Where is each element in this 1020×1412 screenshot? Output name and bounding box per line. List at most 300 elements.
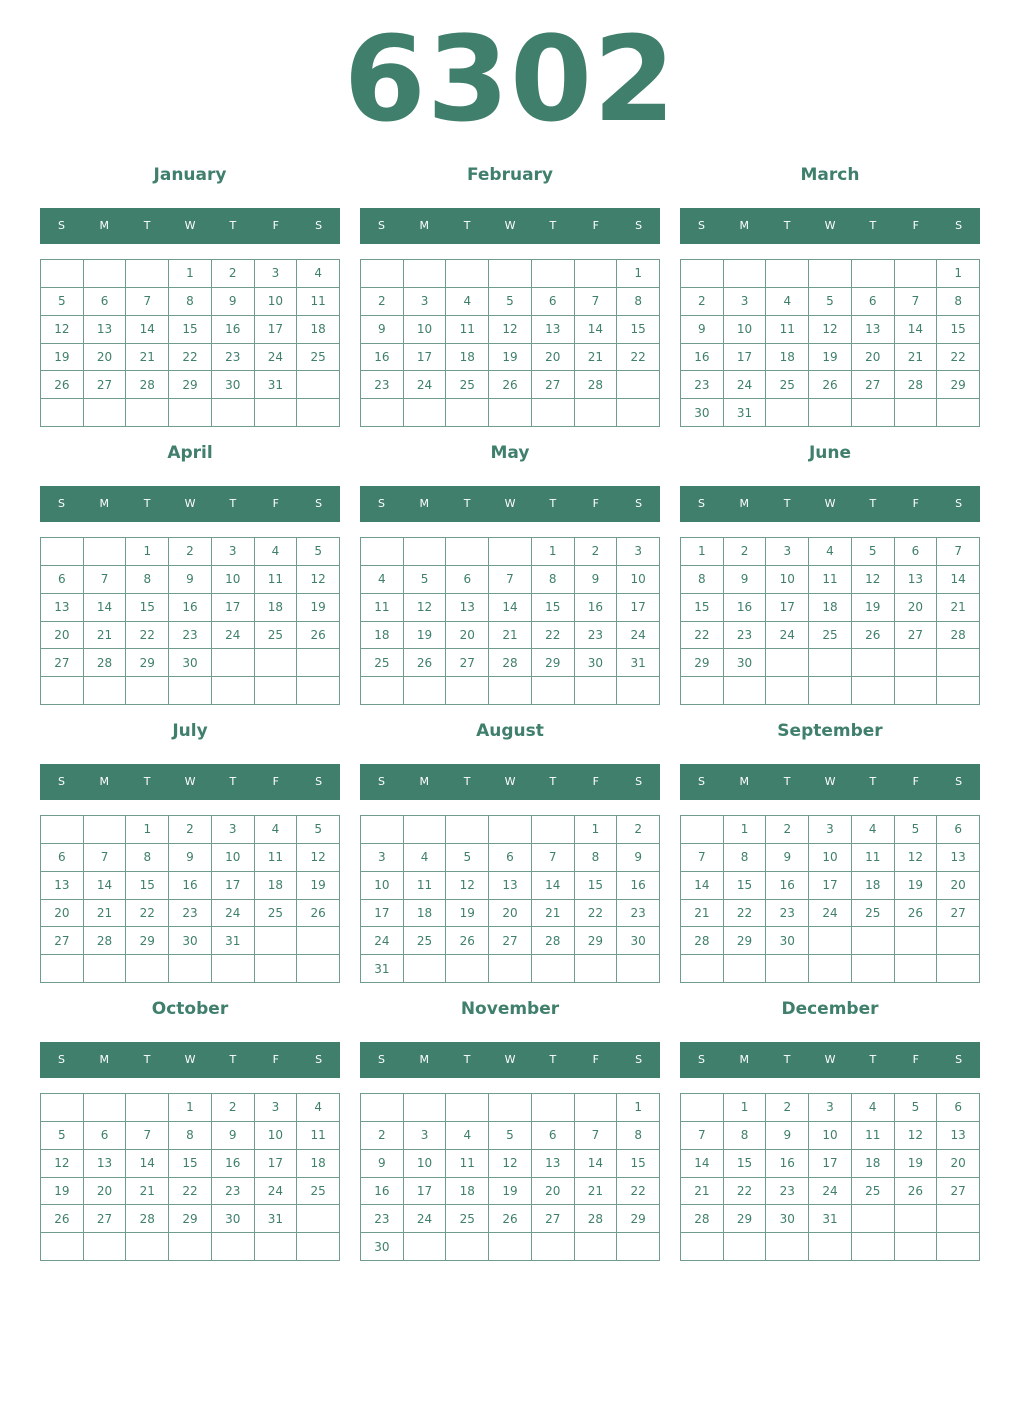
- day-cell: 28: [84, 927, 127, 955]
- empty-day-cell: [169, 399, 212, 427]
- day-cell: 21: [681, 900, 724, 928]
- day-cell: 13: [937, 844, 980, 872]
- day-cell: 16: [169, 594, 212, 622]
- day-cell: 26: [489, 1205, 532, 1233]
- day-cell: 2: [766, 1094, 809, 1122]
- day-cell: 25: [404, 927, 447, 955]
- empty-day-cell: [169, 677, 212, 705]
- day-cell: 2: [766, 816, 809, 844]
- day-cell: 16: [575, 594, 618, 622]
- day-cell: 9: [766, 1122, 809, 1150]
- empty-day-cell: [404, 260, 447, 288]
- day-cell: 21: [575, 1178, 618, 1206]
- weekday-label: T: [869, 775, 877, 788]
- weekday-label: F: [592, 775, 599, 788]
- empty-day-cell: [575, 955, 618, 983]
- weekday-label: M: [99, 219, 110, 232]
- empty-day-cell: [617, 1233, 660, 1261]
- empty-day-cell: [255, 955, 298, 983]
- day-cell: 1: [169, 260, 212, 288]
- day-cell: 1: [126, 816, 169, 844]
- day-cell: 5: [809, 288, 852, 316]
- empty-day-cell: [41, 816, 84, 844]
- day-cell: 11: [297, 1122, 340, 1150]
- day-cell: 30: [766, 1205, 809, 1233]
- day-cell: 4: [255, 538, 298, 566]
- day-cell: 6: [895, 538, 938, 566]
- weekday-label: F: [912, 219, 919, 232]
- weekday-label: T: [783, 1053, 791, 1066]
- day-cell: 8: [937, 288, 980, 316]
- day-cell: 28: [895, 371, 938, 399]
- day-cell: 27: [852, 371, 895, 399]
- day-cell: 29: [575, 927, 618, 955]
- weekday-label: T: [463, 1053, 471, 1066]
- day-cell: 4: [766, 288, 809, 316]
- day-cell: 3: [255, 1094, 298, 1122]
- weekday-label: T: [869, 219, 877, 232]
- empty-day-cell: [297, 1233, 340, 1261]
- weekday-label: F: [912, 497, 919, 510]
- day-cell: 25: [446, 371, 489, 399]
- day-cell: 11: [297, 288, 340, 316]
- day-cell: 22: [937, 344, 980, 372]
- empty-day-cell: [212, 399, 255, 427]
- day-cell: 6: [532, 288, 575, 316]
- day-cell: 23: [169, 622, 212, 650]
- day-cell: 31: [212, 927, 255, 955]
- day-cell: 28: [489, 649, 532, 677]
- day-cell: 26: [297, 622, 340, 650]
- empty-day-cell: [404, 955, 447, 983]
- empty-day-cell: [575, 1233, 618, 1261]
- empty-day-cell: [126, 1233, 169, 1261]
- day-cell: 22: [617, 344, 660, 372]
- empty-day-cell: [169, 1233, 212, 1261]
- day-cell: 4: [446, 288, 489, 316]
- empty-day-cell: [937, 955, 980, 983]
- day-cell: 11: [255, 566, 298, 594]
- day-cell: 24: [361, 927, 404, 955]
- weekday-label: S: [955, 1053, 963, 1066]
- day-cell: 10: [212, 566, 255, 594]
- day-cell: 3: [212, 538, 255, 566]
- day-cell: 20: [41, 900, 84, 928]
- day-cell: 12: [297, 844, 340, 872]
- day-cell: 31: [361, 955, 404, 983]
- empty-day-cell: [852, 260, 895, 288]
- day-cell: 20: [937, 1150, 980, 1178]
- weekday-label: S: [635, 497, 643, 510]
- empty-day-cell: [361, 677, 404, 705]
- day-cell: 12: [446, 872, 489, 900]
- empty-day-cell: [532, 260, 575, 288]
- day-cell: 16: [212, 316, 255, 344]
- weekday-header: [360, 764, 660, 800]
- empty-day-cell: [937, 1233, 980, 1261]
- day-cell: 17: [255, 316, 298, 344]
- month-name: February: [466, 165, 554, 185]
- day-cell: 14: [532, 872, 575, 900]
- empty-day-cell: [212, 649, 255, 677]
- weekday-label: S: [57, 775, 65, 788]
- weekday-label: S: [377, 775, 385, 788]
- day-cell: 26: [895, 900, 938, 928]
- day-cell: 6: [852, 288, 895, 316]
- weekday-label: T: [229, 497, 237, 510]
- day-cell: 3: [724, 288, 767, 316]
- day-cell: 10: [361, 872, 404, 900]
- empty-day-cell: [297, 927, 340, 955]
- day-cell: 1: [126, 538, 169, 566]
- day-cell: 9: [724, 566, 767, 594]
- day-cell: 2: [361, 1122, 404, 1150]
- empty-day-cell: [489, 677, 532, 705]
- day-cell: 30: [575, 649, 618, 677]
- day-cell: 29: [937, 371, 980, 399]
- day-cell: 21: [532, 900, 575, 928]
- weekday-label: T: [463, 775, 471, 788]
- day-cell: 23: [212, 344, 255, 372]
- day-cell: 29: [681, 649, 724, 677]
- day-cell: 19: [446, 900, 489, 928]
- day-cell: 30: [766, 927, 809, 955]
- empty-day-cell: [41, 1094, 84, 1122]
- weekday-label: S: [955, 497, 963, 510]
- day-cell: 7: [681, 844, 724, 872]
- empty-day-cell: [446, 955, 489, 983]
- day-cell: 31: [255, 371, 298, 399]
- empty-day-cell: [404, 538, 447, 566]
- empty-day-cell: [297, 649, 340, 677]
- day-cell: 25: [766, 371, 809, 399]
- weekday-label: T: [783, 775, 791, 788]
- day-cell: 10: [404, 316, 447, 344]
- weekday-label: W: [504, 1053, 516, 1066]
- weekday-label: S: [697, 775, 705, 788]
- weekday-label: T: [229, 775, 237, 788]
- day-cell: 12: [297, 566, 340, 594]
- empty-day-cell: [617, 955, 660, 983]
- empty-day-cell: [809, 1233, 852, 1261]
- day-cell: 5: [297, 816, 340, 844]
- empty-day-cell: [126, 955, 169, 983]
- day-cell: 21: [126, 1178, 169, 1206]
- day-cell: 10: [255, 288, 298, 316]
- empty-day-cell: [532, 399, 575, 427]
- day-cell: 17: [212, 594, 255, 622]
- empty-day-cell: [404, 816, 447, 844]
- day-cell: 15: [617, 1150, 660, 1178]
- day-cell: 24: [809, 900, 852, 928]
- day-cell: 11: [446, 1150, 489, 1178]
- day-cell: 14: [126, 1150, 169, 1178]
- weekday-label: M: [739, 497, 750, 510]
- weekday-label: T: [143, 1053, 151, 1066]
- day-cell: 17: [809, 872, 852, 900]
- day-cell: 26: [809, 371, 852, 399]
- day-cell: 13: [446, 594, 489, 622]
- day-cell: 9: [212, 1122, 255, 1150]
- weekday-header: [360, 1042, 660, 1078]
- day-cell: 11: [852, 844, 895, 872]
- weekday-label: F: [592, 219, 599, 232]
- weekday-header: [680, 764, 980, 800]
- day-cell: 24: [404, 1205, 447, 1233]
- day-cell: 14: [575, 316, 618, 344]
- day-cell: 16: [766, 1150, 809, 1178]
- day-cell: 22: [724, 900, 767, 928]
- day-cell: 18: [766, 344, 809, 372]
- weekday-label: T: [463, 497, 471, 510]
- day-cell: 23: [361, 1205, 404, 1233]
- day-cell: 19: [809, 344, 852, 372]
- weekday-label: F: [912, 1053, 919, 1066]
- day-cell: 18: [297, 1150, 340, 1178]
- empty-day-cell: [575, 399, 618, 427]
- weekday-header: [680, 208, 980, 244]
- day-cell: 11: [446, 316, 489, 344]
- day-cell: 31: [617, 649, 660, 677]
- weekday-label: F: [912, 775, 919, 788]
- day-cell: 22: [724, 1178, 767, 1206]
- day-cell: 6: [41, 566, 84, 594]
- day-cell: 21: [84, 900, 127, 928]
- day-cell: 17: [766, 594, 809, 622]
- day-grid: [680, 537, 980, 705]
- day-cell: 10: [255, 1122, 298, 1150]
- day-grid: [680, 259, 980, 427]
- day-cell: 12: [852, 566, 895, 594]
- weekday-header: [40, 208, 340, 244]
- day-cell: 16: [681, 344, 724, 372]
- weekday-label: T: [143, 219, 151, 232]
- day-cell: 27: [446, 649, 489, 677]
- weekday-label: S: [57, 1053, 65, 1066]
- weekday-label: S: [377, 1053, 385, 1066]
- day-cell: 28: [575, 371, 618, 399]
- day-cell: 23: [169, 900, 212, 928]
- day-cell: 2: [575, 538, 618, 566]
- empty-day-cell: [895, 1233, 938, 1261]
- day-grid: [360, 815, 660, 983]
- day-cell: 20: [852, 344, 895, 372]
- empty-day-cell: [297, 677, 340, 705]
- day-cell: 12: [895, 1122, 938, 1150]
- empty-day-cell: [255, 399, 298, 427]
- day-cell: 29: [724, 927, 767, 955]
- day-cell: 3: [617, 538, 660, 566]
- empty-day-cell: [809, 955, 852, 983]
- day-cell: 17: [617, 594, 660, 622]
- day-cell: 21: [84, 622, 127, 650]
- day-cell: 24: [404, 371, 447, 399]
- empty-day-cell: [446, 1094, 489, 1122]
- empty-day-cell: [937, 399, 980, 427]
- day-cell: 7: [126, 1122, 169, 1150]
- empty-day-cell: [532, 955, 575, 983]
- empty-day-cell: [489, 538, 532, 566]
- day-grid: [680, 815, 980, 983]
- day-cell: 15: [169, 316, 212, 344]
- day-cell: 13: [532, 316, 575, 344]
- empty-day-cell: [809, 399, 852, 427]
- day-cell: 9: [169, 844, 212, 872]
- day-cell: 27: [41, 649, 84, 677]
- empty-day-cell: [681, 816, 724, 844]
- day-cell: 29: [724, 1205, 767, 1233]
- day-cell: 24: [809, 1178, 852, 1206]
- day-cell: 12: [895, 844, 938, 872]
- day-cell: 22: [617, 1178, 660, 1206]
- empty-day-cell: [84, 677, 127, 705]
- empty-day-cell: [84, 538, 127, 566]
- day-cell: 27: [532, 1205, 575, 1233]
- day-cell: 25: [852, 900, 895, 928]
- empty-day-cell: [489, 260, 532, 288]
- day-cell: 29: [617, 1205, 660, 1233]
- empty-day-cell: [41, 399, 84, 427]
- day-cell: 18: [404, 900, 447, 928]
- day-cell: 20: [895, 594, 938, 622]
- day-cell: 27: [937, 1178, 980, 1206]
- empty-day-cell: [766, 260, 809, 288]
- day-cell: 3: [809, 1094, 852, 1122]
- day-cell: 25: [255, 900, 298, 928]
- day-cell: 17: [404, 344, 447, 372]
- day-cell: 5: [446, 844, 489, 872]
- day-cell: 20: [532, 344, 575, 372]
- empty-day-cell: [681, 260, 724, 288]
- day-cell: 26: [41, 1205, 84, 1233]
- day-cell: 25: [361, 649, 404, 677]
- day-cell: 1: [575, 816, 618, 844]
- day-cell: 27: [532, 371, 575, 399]
- empty-day-cell: [766, 955, 809, 983]
- weekday-label: S: [57, 497, 65, 510]
- day-cell: 26: [297, 900, 340, 928]
- weekday-label: M: [739, 775, 750, 788]
- weekday-label: W: [184, 219, 196, 232]
- year-title: 6302: [343, 10, 677, 148]
- day-cell: 30: [212, 371, 255, 399]
- weekday-label: M: [99, 1053, 110, 1066]
- weekday-label: T: [463, 219, 471, 232]
- day-cell: 20: [489, 900, 532, 928]
- day-cell: 28: [84, 649, 127, 677]
- day-cell: 30: [212, 1205, 255, 1233]
- empty-day-cell: [489, 816, 532, 844]
- day-cell: 15: [724, 872, 767, 900]
- day-cell: 17: [404, 1178, 447, 1206]
- weekday-label: M: [739, 219, 750, 232]
- day-cell: 28: [937, 622, 980, 650]
- day-cell: 22: [681, 622, 724, 650]
- empty-day-cell: [809, 677, 852, 705]
- day-grid: [40, 259, 340, 427]
- day-cell: 28: [126, 1205, 169, 1233]
- empty-day-cell: [404, 677, 447, 705]
- day-cell: 10: [809, 1122, 852, 1150]
- day-cell: 12: [404, 594, 447, 622]
- empty-day-cell: [852, 677, 895, 705]
- day-cell: 26: [895, 1178, 938, 1206]
- empty-day-cell: [404, 1233, 447, 1261]
- day-cell: 1: [617, 1094, 660, 1122]
- empty-day-cell: [41, 538, 84, 566]
- weekday-header: [360, 208, 660, 244]
- empty-day-cell: [84, 1094, 127, 1122]
- day-cell: 15: [126, 872, 169, 900]
- day-cell: 14: [84, 872, 127, 900]
- weekday-label: W: [504, 497, 516, 510]
- day-cell: 31: [724, 399, 767, 427]
- day-grid: [360, 537, 660, 705]
- day-cell: 11: [361, 594, 404, 622]
- day-cell: 4: [852, 816, 895, 844]
- day-cell: 13: [41, 872, 84, 900]
- day-cell: 23: [766, 900, 809, 928]
- day-cell: 17: [361, 900, 404, 928]
- weekday-label: F: [592, 497, 599, 510]
- day-cell: 2: [681, 288, 724, 316]
- day-cell: 29: [169, 371, 212, 399]
- weekday-label: M: [419, 1053, 430, 1066]
- day-cell: 11: [809, 566, 852, 594]
- empty-day-cell: [895, 260, 938, 288]
- day-cell: 21: [937, 594, 980, 622]
- weekday-label: W: [504, 219, 516, 232]
- day-cell: 12: [809, 316, 852, 344]
- day-cell: 4: [809, 538, 852, 566]
- day-grid: [680, 1093, 980, 1261]
- day-cell: 5: [41, 1122, 84, 1150]
- empty-day-cell: [724, 955, 767, 983]
- empty-day-cell: [809, 927, 852, 955]
- day-cell: 9: [617, 844, 660, 872]
- day-cell: 10: [724, 316, 767, 344]
- day-cell: 17: [724, 344, 767, 372]
- day-cell: 27: [489, 927, 532, 955]
- empty-day-cell: [255, 677, 298, 705]
- day-cell: 28: [126, 371, 169, 399]
- empty-day-cell: [212, 1233, 255, 1261]
- day-cell: 21: [126, 344, 169, 372]
- empty-day-cell: [532, 677, 575, 705]
- day-cell: 13: [852, 316, 895, 344]
- day-cell: 17: [212, 872, 255, 900]
- day-cell: 23: [575, 622, 618, 650]
- day-cell: 14: [937, 566, 980, 594]
- weekday-label: T: [229, 219, 237, 232]
- day-cell: 20: [446, 622, 489, 650]
- day-cell: 24: [724, 371, 767, 399]
- day-cell: 16: [169, 872, 212, 900]
- weekday-label: T: [549, 497, 557, 510]
- empty-day-cell: [681, 955, 724, 983]
- day-cell: 15: [169, 1150, 212, 1178]
- day-cell: 9: [169, 566, 212, 594]
- weekday-label: T: [869, 1053, 877, 1066]
- day-cell: 8: [169, 288, 212, 316]
- day-cell: 8: [575, 844, 618, 872]
- day-cell: 5: [895, 816, 938, 844]
- day-cell: 12: [41, 316, 84, 344]
- weekday-label: T: [549, 219, 557, 232]
- day-cell: 14: [489, 594, 532, 622]
- empty-day-cell: [937, 927, 980, 955]
- day-cell: 25: [852, 1178, 895, 1206]
